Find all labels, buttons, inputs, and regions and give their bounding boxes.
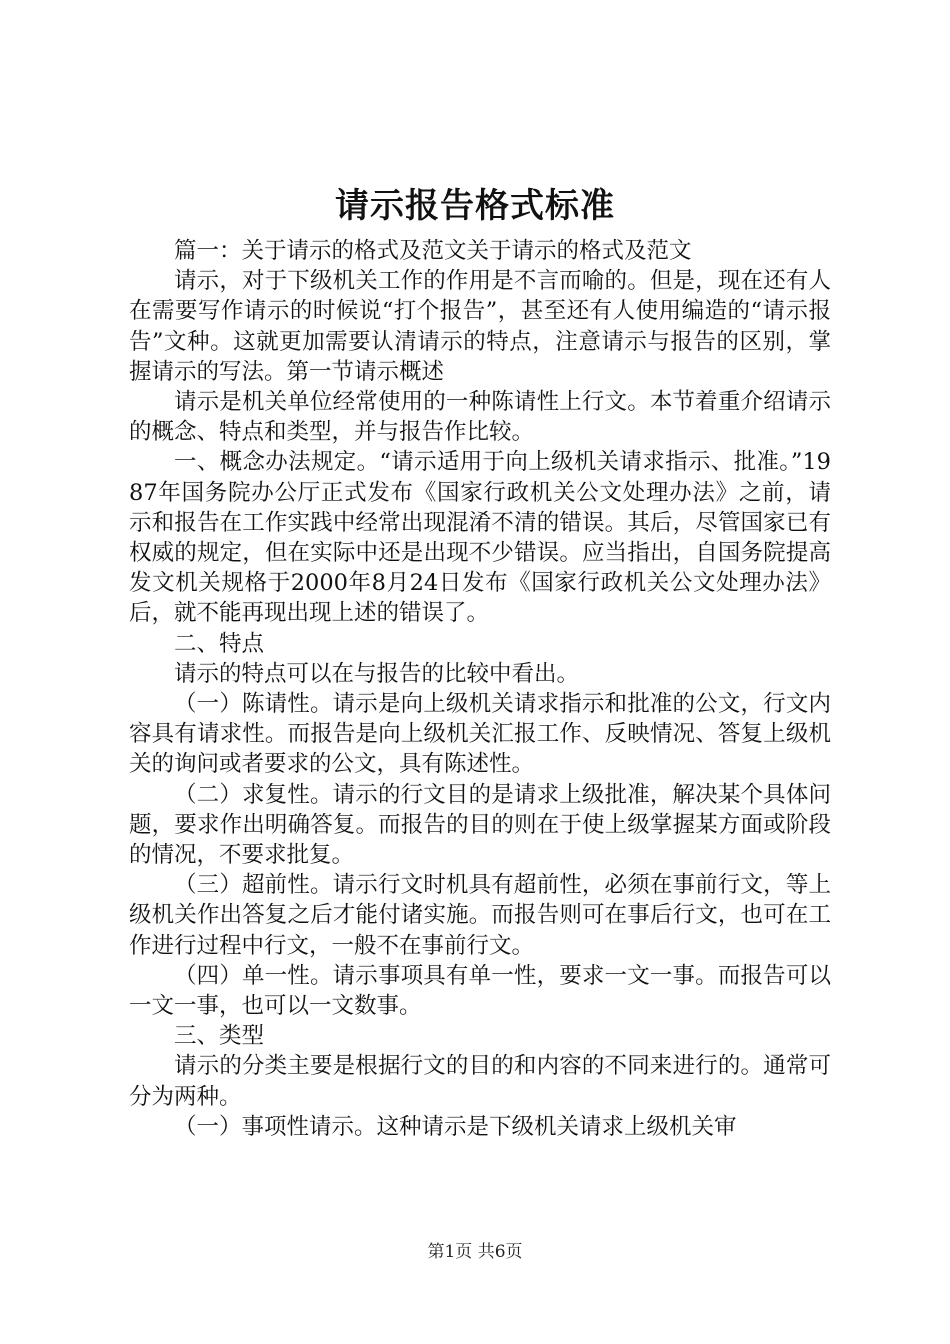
paragraph: 篇一：关于请示的格式及范文关于请示的格式及范文 <box>174 238 692 264</box>
paragraph: 请示是机关单位经常使用的一种陈请性上行文。本节着重介绍请示的概念、特点和类型，并与报告作比较。 <box>129 389 831 446</box>
paragraph: （二）求复性。请示的行文目的是请求上级批准，解决某个具体问题，要求作出明确答复。而报告的目的则在于使上级掌握某方面或阶段的情况，不要求批复。 <box>129 781 831 869</box>
paragraph: （一）事项性请示。这种请示是下级机关请求上级机关审 <box>174 1113 737 1140</box>
paragraph: （三）超前性。请示行文时机具有超前性，必须在事前行文，等上级机关作出答复之后才能付诸实施。而报告则可在事后行文，也可在工作进行过程中行文，一般不在事前行文。 <box>129 872 831 959</box>
paragraph: 请示，对于下级机关工作的作用是不言而喻的。但是，现在还有人在需要写作请示的时候说“打个报告”，甚至还有人使用编造的“请示报告”文种。这就更加需要认清请示的特点，注意请示与报告的区别，掌握请示的写法。第一节请示概述 <box>129 268 831 385</box>
section-heading: 三、类型 <box>174 1023 265 1050</box>
paragraph: 请示的分类主要是根据行文的目的和内容的不同来进行的。通常可分为两种。 <box>129 1053 831 1110</box>
paragraph: （四）单一性。请示事项具有单一性，要求一文一事。而报告可以一文一事，也可以一文数事。 <box>129 962 831 1020</box>
page-number-footer: 第1页 共6页 <box>427 1242 523 1262</box>
paragraph: （一）陈请性。请示是向上级机关请求指示和批准的公文，行文内容具有请求性。而报告是向上级机关汇报工作、反映情况、答复上级机关的询问或者要求的公文，具有陈述性。 <box>129 691 831 778</box>
document-title: 请示报告格式标准 <box>335 186 615 226</box>
paragraph: 一、概念办法规定。“请示适用于向上级机关请求指示、批准。”1987年国务院办公厅正式发布《国家行政机关公文处理办法》之前，请示和报告在工作实践中经常出现混淆不清的错误。其后，尽管国家已有权威的规定，但在实际中还是出现不少错误。应当指出，自国务院提高发文机关规格于2000年8月24日发布《国家行政机关公文处理办法》后，就不能再现出现上述的错误了。 <box>129 449 831 627</box>
section-heading: 二、特点 <box>174 630 265 657</box>
document-body <box>129 236 831 1142</box>
paragraph: 请示的特点可以在与报告的比较中看出。 <box>174 660 580 687</box>
